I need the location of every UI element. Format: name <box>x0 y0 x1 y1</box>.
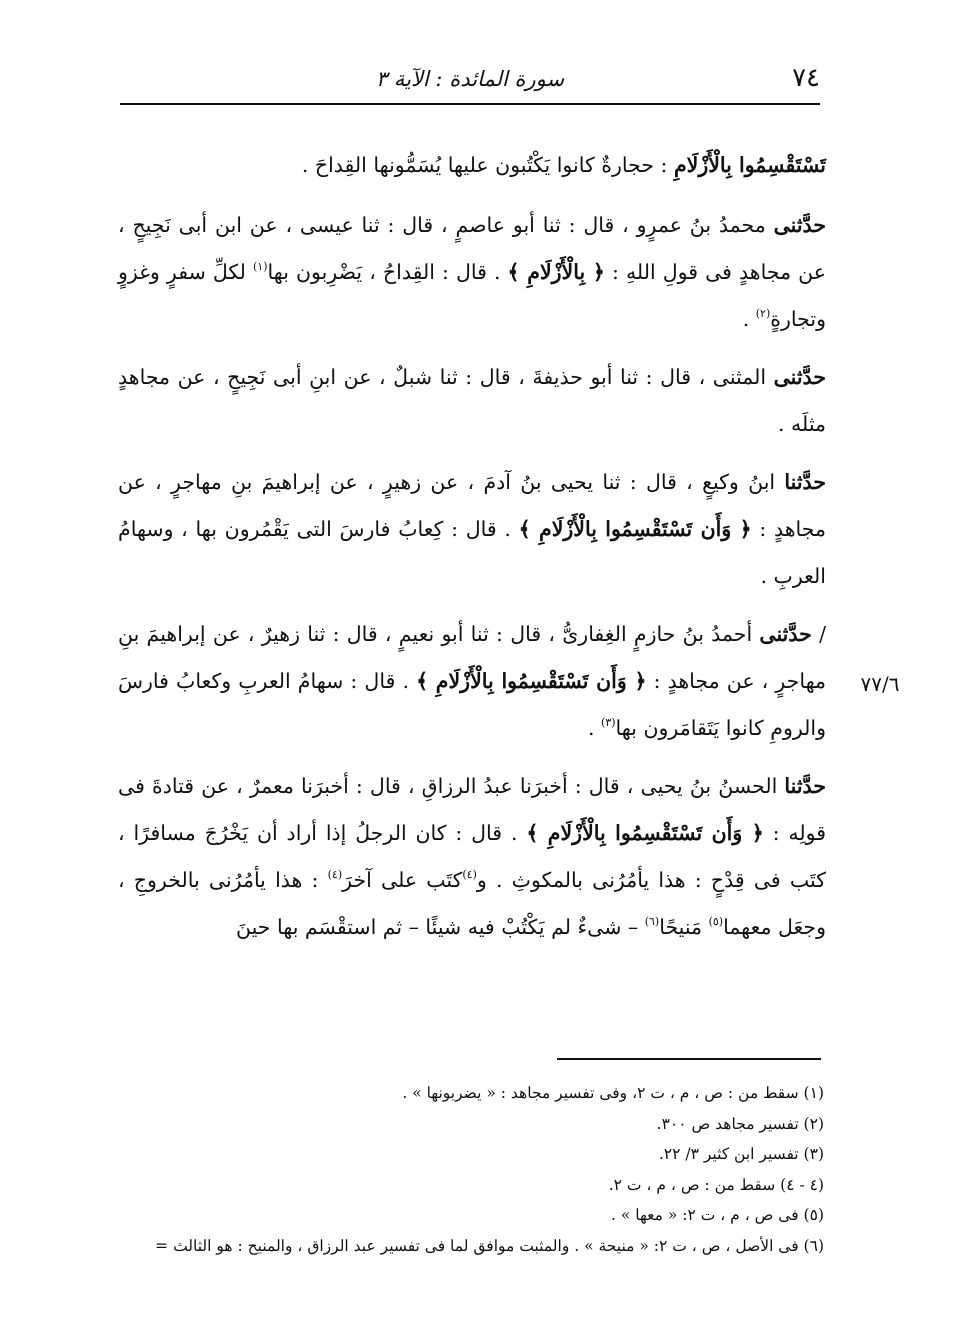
paragraph-text: : حجارةٌ كانوا يَكْتُبون عليها يُسَمُّونها القِداحَ . <box>301 153 674 177</box>
page-number: ٧٤ <box>792 63 820 93</box>
paragraph-text: . قال : سهامُ العربِ وكعابُ فارسَ والرومِ كانوا يَتَقامَرون بها <box>118 669 826 740</box>
paragraph-5 <box>118 611 826 752</box>
quran-quote: ﴿ بِالْأَزْلَامِ ﴾ <box>507 260 605 284</box>
quran-quote: ﴿ وَأَن تَسْتَقْسِمُوا بِالْأَزْلَامِ ﴾ <box>526 821 764 845</box>
paragraph-4 <box>118 459 826 600</box>
margin-note: ٧٧/٦ <box>860 672 900 696</box>
footnote-2: (٢) تفسير مجاهد ص ٣٠٠. <box>656 1114 824 1133</box>
paragraph-text: أحمدُ بنُ حازمٍ الغِفارىُّ ، قال : ثنا أبو نعيمٍ ، قال : ثنا زهيرٌ ، عن إبراهيمَ بنِ مهاجرٍ ، عن مجاهدٍ : <box>118 622 827 693</box>
paragraph-text: لكلِّ سفرٍ وغزوٍ وتجارةٍ <box>118 260 826 331</box>
footnote-ref: (٢) <box>755 307 771 320</box>
paragraph-3 <box>118 354 826 448</box>
paragraph-text: كتَب على آخرَ <box>342 868 463 892</box>
page-header <box>120 62 820 98</box>
footnotes <box>104 1078 824 1262</box>
quran-quote: ﴿ وَأَن تَسْتَقْسِمُوا بِالْأَزْلَامِ ﴾ <box>518 517 752 541</box>
paragraph-2 <box>118 202 826 343</box>
paragraph-6 <box>118 763 826 951</box>
footnote-ref: (٤) <box>327 868 343 881</box>
isnad-lead: حدَّثنا <box>784 774 826 798</box>
main-text <box>118 142 826 962</box>
footnote-4: (٤ - ٤) سقط من : ص ، م ، ت ٢. <box>608 1175 824 1194</box>
footnote-1: (١) سقط من : ص ، م ، ت ٢، وفى تفسير مجاهد : « يضربونها » . <box>402 1084 824 1102</box>
paragraph-text: . قال : كان الرجلُ إذا أراد أن يَخْرُجَ مسافرًا ، كتَب فى قِدْحٍ : هذا يأمُرُنى بالمكوثِ . و <box>118 821 826 892</box>
paragraph-text: المثنى ، قال : ثنا أبو حذيفةَ ، قال : ثنا شبلٌ ، عن ابنِ أبى نَجِيحٍ ، عن مجاهدٍ مثلَه . <box>118 365 826 436</box>
footnote-ref: (٦) <box>644 915 660 928</box>
isnad-lead: حدَّثنى <box>773 213 826 237</box>
footnote-ref: (٥) <box>708 915 724 928</box>
header-rule <box>120 103 820 105</box>
isnad-lead: حدَّثنا <box>784 470 826 494</box>
paragraph-text: ابنُ وكيعٍ ، قال : ثنا يحيى بنُ آدمَ ، عن زهيرٍ ، عن إبراهيمَ بنِ مهاجرٍ ، عن مجاهدٍ : <box>118 470 826 541</box>
isnad-lead: حدَّثنى <box>759 622 812 646</box>
paragraph-text: مَنيحًا <box>659 915 709 939</box>
paragraph-text: . قال : كِعابُ فارسَ التى يَقْمُرون بها ، وسهامُ العربِ . <box>118 517 826 588</box>
paragraph-text: محمدُ بنُ عمرٍو ، قال : ثنا أبو عاصمٍ ، قال : ثنا عيسى ، عن ابن أبى نَجِيحٍ ، عن مجاهدٍ فى قولِ اللهِ : <box>118 213 826 284</box>
running-title: سورة المائدة : الآية ٣ <box>375 67 565 91</box>
paragraph-text: – شىءٌ لم يَكْتُبْ فيه شيئًا – ثم استقْسَم بها حينَ <box>236 915 645 939</box>
footnote-6: (٦) فى الأصل ، ص ، ت ٢: « منيحة » . والمثبت موافق لما فى تفسير عبد الرزاق ، والمنيح : هو الثالث = <box>155 1236 824 1255</box>
footnote-ref: (٤) <box>462 868 477 881</box>
paragraph-text: . <box>742 307 756 331</box>
isnad-lead: حدَّثنى <box>773 365 826 389</box>
paragraph-1 <box>118 142 826 189</box>
page-break-marker: / <box>811 622 826 646</box>
footnote-5: (٥) فى ص ، م ، ت ٢: « معها » . <box>610 1206 824 1225</box>
quran-quote: تَسْتَقْسِمُوا بِالْأَزْلَامِ <box>673 153 826 177</box>
footnote-rule <box>557 1058 821 1060</box>
paragraph-text: الحسنُ بنُ يحيى ، قال : أخبرَنا عبدُ الرزاقِ ، قال : أخبرَنا معمرٌ ، عن قتادةَ فى قولِه : <box>118 774 826 845</box>
paragraph-text: . <box>587 716 602 740</box>
paragraph-text: : هذا يأمُرُنى بالخروجِ ، وجعَل معهما <box>118 868 826 939</box>
quran-quote: ﴿ وَأَن تَسْتَقْسِمُوا بِالْأَزْلَامِ ﴾ <box>416 669 647 693</box>
footnote-ref: (١) <box>253 260 268 273</box>
footnote-3: (٣) تفسير ابن كثير ٣/ ٢٢. <box>658 1145 824 1164</box>
paragraph-text: . قال : القِداحُ ، يَضْرِبون بها <box>267 260 508 284</box>
footnote-ref: (٣) <box>601 716 616 729</box>
